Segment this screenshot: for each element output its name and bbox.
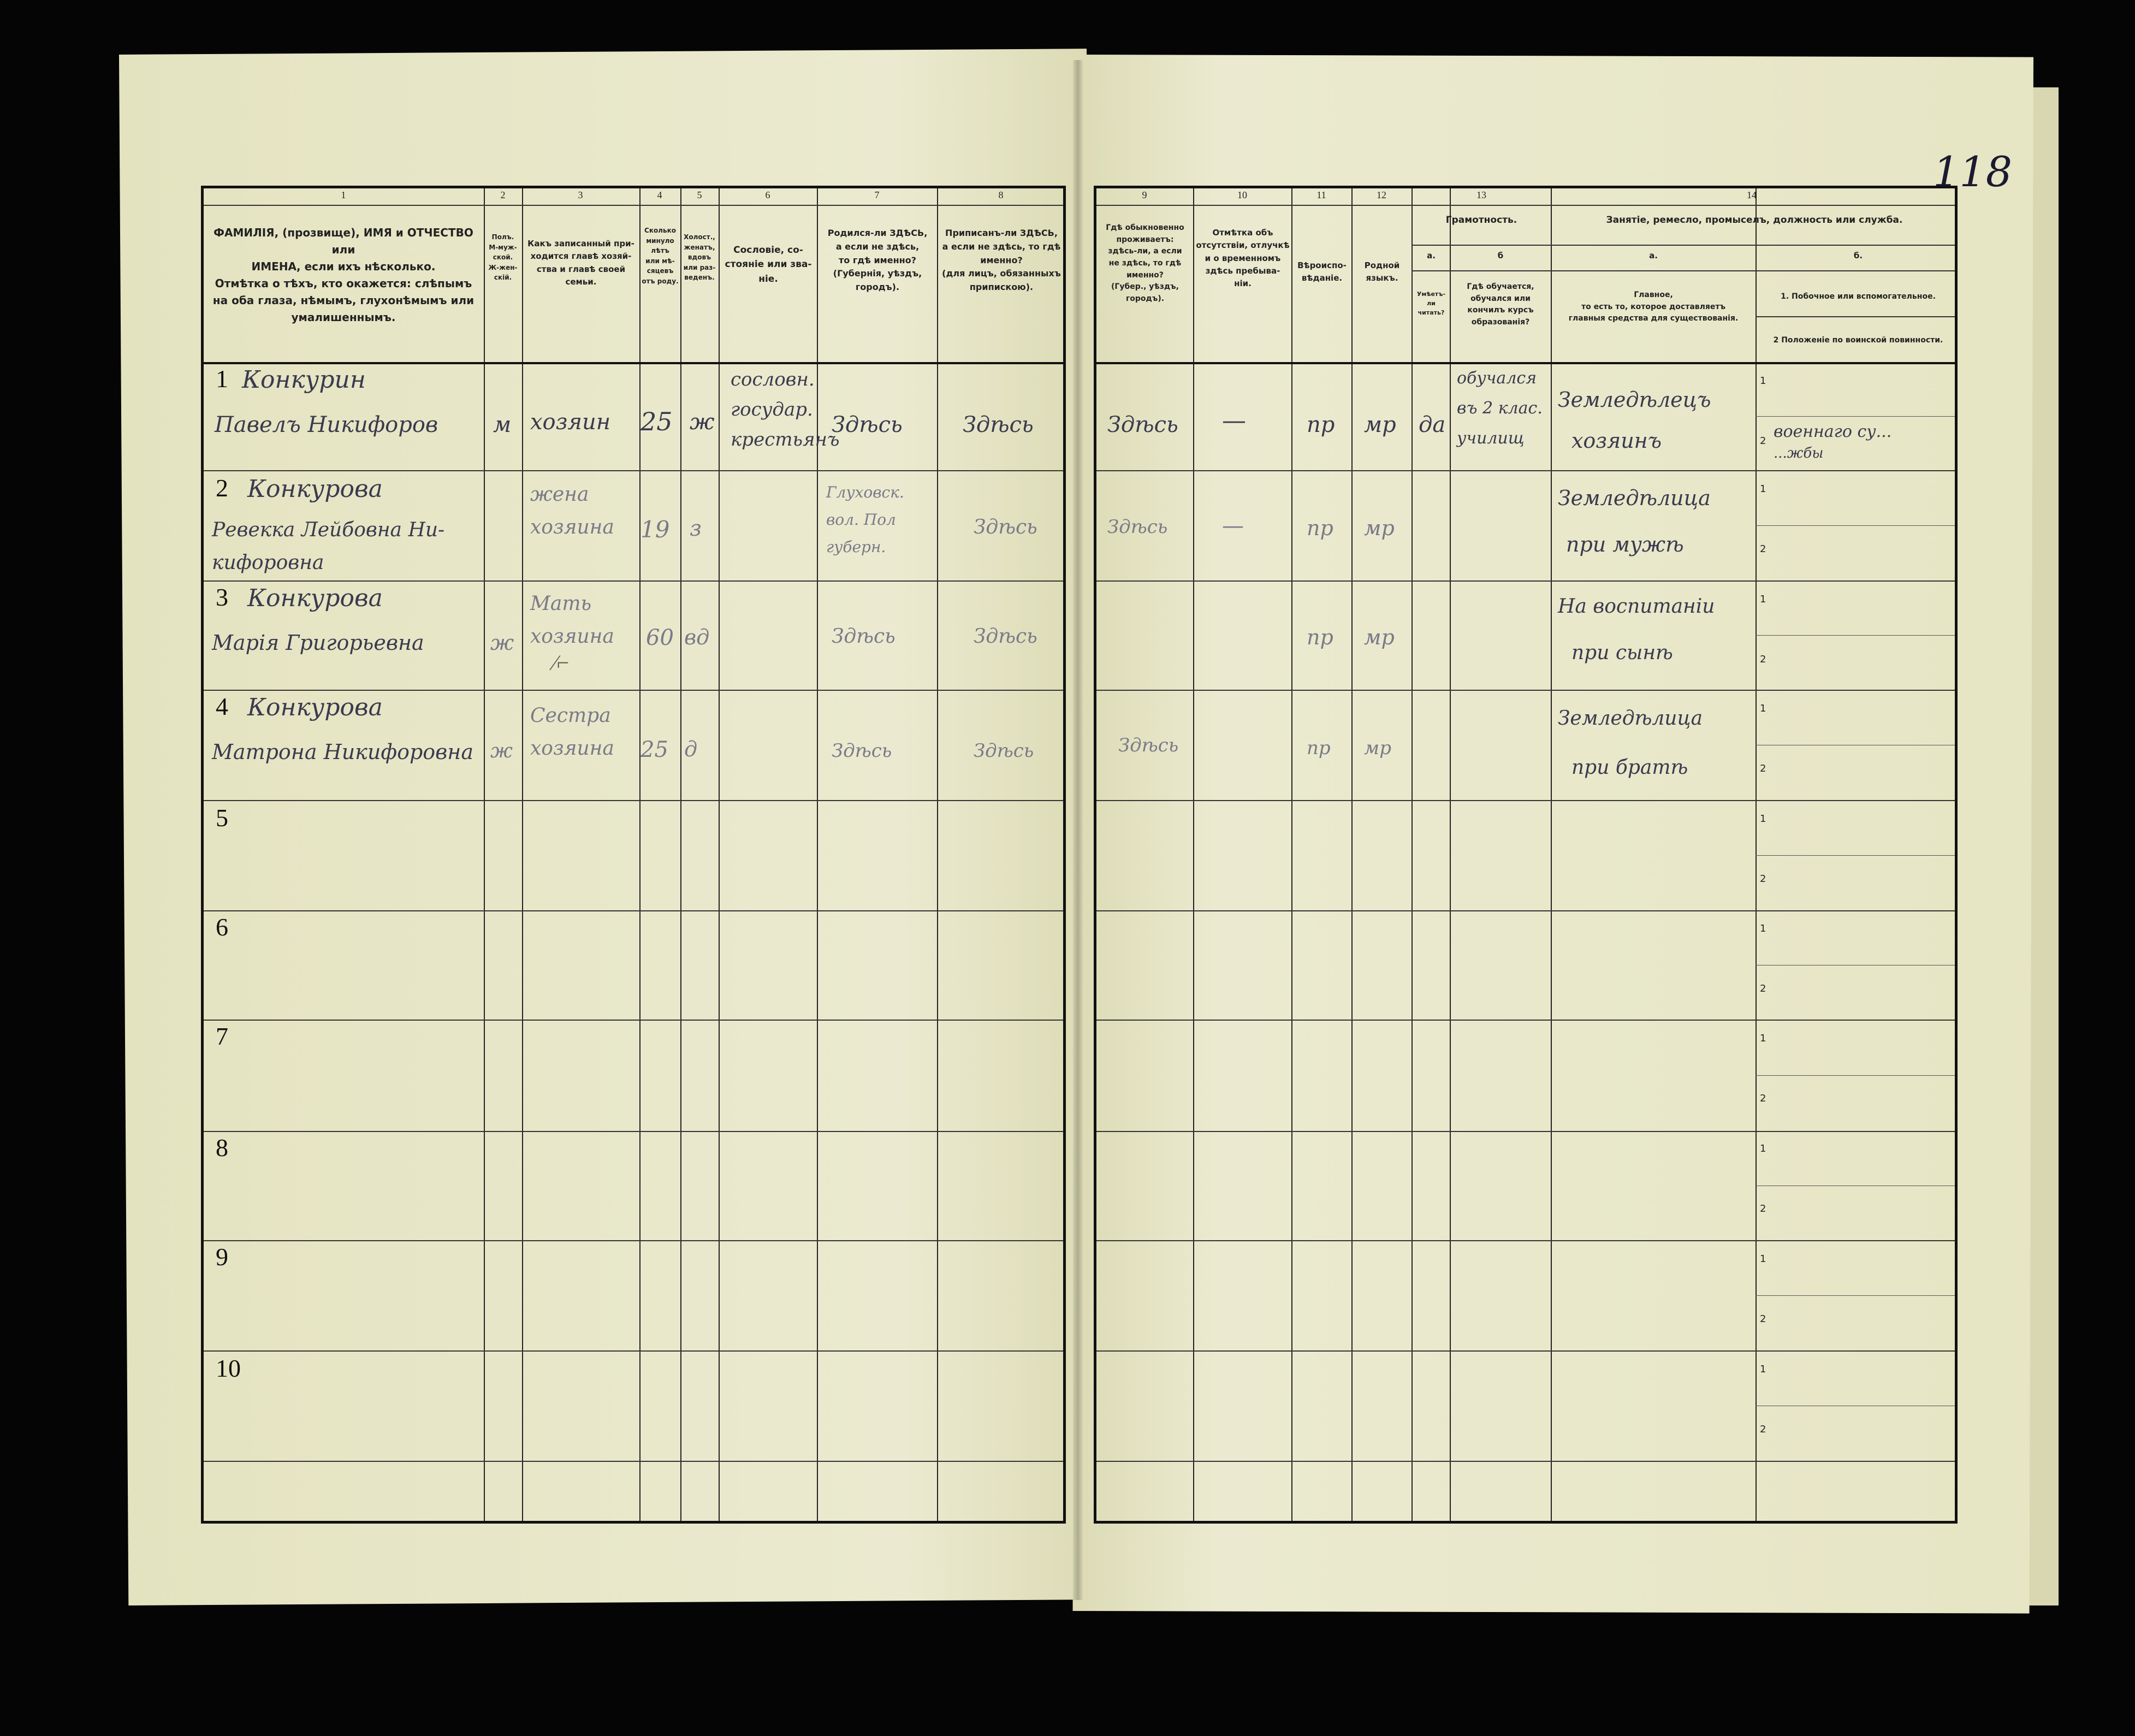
- entry-registered: Здѣсь: [974, 625, 1037, 648]
- entry-marital: вд: [684, 625, 710, 649]
- subrow-divider: [1756, 855, 1955, 856]
- col-divider: [817, 188, 818, 1521]
- sub-label: 2: [1760, 1424, 1766, 1435]
- entry-religion: пр: [1307, 737, 1331, 759]
- literacy-b-text: Гдѣ обучается, обучался или кончилъ курсъ образованія?: [1467, 282, 1534, 327]
- census-table-right: [1094, 186, 1958, 1524]
- sub-label: 2: [1760, 435, 1766, 447]
- literacy-b-label: б: [1497, 251, 1504, 260]
- entry-name: Конкурова: [247, 584, 383, 612]
- entry-birthplace: вол. Пол: [826, 511, 896, 529]
- sub-label: 1: [1760, 375, 1766, 387]
- col-divider: [1412, 188, 1413, 1521]
- entry-language: мр: [1364, 737, 1391, 759]
- entry-religion: пр: [1307, 412, 1335, 437]
- entry-name: кифоровна: [212, 552, 324, 574]
- entry-sex: ж: [490, 631, 514, 655]
- col-number: 11: [1316, 189, 1326, 200]
- header-relation: Какъ записанный при- ходится главѣ хозяй- ства и главѣ своей семьи.: [527, 239, 634, 287]
- col-number: 7: [874, 189, 880, 200]
- col-number: 2: [500, 189, 506, 200]
- col-number: 6: [765, 189, 770, 200]
- row-divider: [1096, 800, 1955, 801]
- col-divider: [1756, 188, 1757, 1521]
- entry-occupation: Земледѣлица: [1558, 707, 1703, 730]
- sub-label: 1: [1760, 1253, 1766, 1265]
- col-number: 1: [341, 189, 346, 200]
- row-divider: [1096, 1131, 1955, 1132]
- header-bottom: [204, 362, 1063, 364]
- row-divider: [1096, 1350, 1955, 1352]
- row-number: 1: [216, 365, 228, 393]
- occupation-a-label: а.: [1649, 251, 1658, 260]
- entry-absence: —: [1222, 513, 1244, 538]
- entry-residence: Здѣсь: [1107, 516, 1168, 538]
- entry-residence: Здѣсь: [1107, 412, 1178, 437]
- sub-label: 1: [1760, 1143, 1766, 1154]
- col-divider: [522, 188, 523, 1521]
- entry-sex: ж: [490, 740, 513, 762]
- header-sex: Полъ. М-муж- ской. Ж-жен- скій.: [488, 233, 518, 282]
- entry-language: мр: [1364, 412, 1396, 437]
- col-number: 4: [657, 189, 662, 200]
- entry-religion: пр: [1307, 625, 1333, 649]
- col-number: 12: [1377, 189, 1386, 200]
- row-divider: [204, 470, 1063, 471]
- col-number: 5: [697, 189, 702, 200]
- col-divider: [1193, 188, 1194, 1521]
- row-divider: [204, 1350, 1063, 1352]
- entry-birthplace: губерн.: [826, 538, 886, 556]
- subrow-divider: [1756, 635, 1955, 636]
- sub-label: 1: [1760, 1364, 1766, 1375]
- entry-education: училищ: [1457, 429, 1525, 448]
- col-divider: [1551, 188, 1552, 1521]
- row-divider: [204, 800, 1063, 801]
- subheader-divider: [1756, 316, 1955, 317]
- entry-relation: хозяина: [530, 737, 614, 760]
- row-number: 9: [216, 1243, 228, 1271]
- occupation-secondary: 1. Побочное или вспомогательное.: [1781, 292, 1936, 301]
- entry-birthplace: Здѣсь: [832, 740, 892, 762]
- col-number: 10: [1237, 189, 1247, 200]
- row-divider: [1096, 1461, 1955, 1462]
- row-number: 5: [216, 804, 228, 832]
- subheader-divider: [1412, 245, 1955, 246]
- row-divider: [204, 580, 1063, 582]
- entry-age: 25: [640, 737, 668, 762]
- entry-registered: Здѣсь: [974, 516, 1037, 538]
- entry-religion: пр: [1307, 516, 1333, 540]
- entry-relation: хозяина: [530, 625, 614, 648]
- sub-label: 2: [1760, 1093, 1766, 1104]
- entry-relation: хозяина: [530, 516, 614, 538]
- col-number: 8: [998, 189, 1004, 200]
- entry-marital: д: [684, 737, 698, 761]
- row-number: 2: [216, 474, 228, 502]
- row-number: 7: [216, 1022, 228, 1050]
- entry-name: Конкурин: [242, 366, 366, 394]
- sub-label: 2: [1760, 1313, 1766, 1325]
- header-occupation: Занятіе, ремесло, промыселъ, должность или служба.: [1606, 215, 1903, 226]
- page-number: 118: [1933, 147, 2013, 196]
- entry-occupation: при братѣ: [1571, 756, 1688, 779]
- header-age: Сколько минуло лѣтъ или мѣ- сяцевъ отъ роду.: [642, 227, 679, 285]
- occupation-b-label: б.: [1853, 251, 1863, 260]
- row-divider: [1096, 470, 1955, 471]
- row-divider: [1096, 690, 1955, 691]
- cross-mark: ⁄⌐: [553, 650, 570, 675]
- entry-occupation: На воспитаніи: [1558, 595, 1715, 618]
- col-divider: [1351, 188, 1353, 1521]
- header-residence: Гдѣ обыкновенно проживаетъ: здѣсь-ли, а если не здѣсь, то гдѣ именно? (Губер., уѣздъ, городъ).: [1106, 223, 1184, 304]
- entry-education: въ 2 клас.: [1457, 399, 1543, 418]
- col-number: 14: [1747, 189, 1757, 200]
- military-status: 2 Положеніе по воинской повинности.: [1773, 336, 1943, 345]
- entry-estate: государ.: [731, 399, 813, 420]
- entry-occupation: при мужѣ: [1566, 532, 1684, 556]
- entry-name: Ревекка Лейбовна Ни-: [212, 519, 445, 541]
- header-religion: Вѣроиспо- вѣданіе.: [1297, 260, 1347, 283]
- subrow-divider: [1756, 525, 1955, 526]
- number-row-divider: [1096, 205, 1955, 206]
- row-divider: [1096, 910, 1955, 911]
- entry-estate: сословн.: [731, 369, 815, 390]
- entry-occupation: Земледѣлица: [1558, 486, 1711, 510]
- row-divider: [204, 1131, 1063, 1132]
- entry-name: Конкурова: [247, 694, 383, 721]
- row-number: 10: [216, 1354, 241, 1382]
- col-divider: [1450, 188, 1451, 1521]
- sub-label: 2: [1760, 1203, 1766, 1214]
- entry-birthplace: Здѣсь: [832, 412, 903, 437]
- entry-literate: да: [1419, 412, 1446, 437]
- col-number: 13: [1476, 189, 1486, 200]
- entry-marital: з: [690, 516, 702, 541]
- entry-language: мр: [1364, 516, 1395, 540]
- entry-military: ...жбы: [1774, 445, 1824, 461]
- row-divider: [204, 690, 1063, 691]
- sub-label: 2: [1760, 763, 1766, 774]
- col-divider: [719, 188, 720, 1521]
- col-number: 3: [578, 189, 583, 200]
- sub-label: 1: [1760, 703, 1766, 714]
- entry-name: Конкурова: [247, 475, 383, 503]
- sub-label: 2: [1760, 873, 1766, 885]
- entry-sex: м: [493, 412, 512, 437]
- sub-label: 2: [1760, 654, 1766, 665]
- row-divider: [204, 1461, 1063, 1462]
- sub-label: 1: [1760, 594, 1766, 605]
- census-table-left: [201, 186, 1066, 1524]
- col-divider: [937, 188, 938, 1521]
- entry-education: обучался: [1457, 369, 1537, 388]
- header-estate: Сословіе, со- стояніе или зва- ніе.: [725, 245, 812, 285]
- entry-occupation: при сынѣ: [1571, 642, 1673, 664]
- sub-label: 2: [1760, 983, 1766, 994]
- literacy-a-text: Умѣетъ- ли читать?: [1416, 291, 1446, 317]
- page-fold: [1073, 60, 1083, 1600]
- entry-occupation: хозяинъ: [1571, 429, 1662, 453]
- sub-label: 2: [1760, 543, 1766, 555]
- row-divider: [1096, 580, 1955, 582]
- subheader-divider: [1412, 270, 1955, 271]
- row-divider: [1096, 1240, 1955, 1241]
- col-divider: [680, 188, 681, 1521]
- entry-residence: Здѣсь: [1118, 734, 1179, 756]
- entry-relation: Мать: [530, 593, 592, 615]
- sub-label: 1: [1760, 1033, 1766, 1044]
- sub-label: 1: [1760, 813, 1766, 825]
- entry-age: 25: [640, 407, 673, 436]
- entry-name: Матрона Никифоровна: [212, 740, 473, 764]
- subrow-divider: [1756, 1295, 1955, 1296]
- header-absence: Отмѣтка объ отсутствіи, отлучкѣ и о временномъ здѣсь пребыва- ніи.: [1196, 228, 1290, 288]
- col-divider: [1291, 188, 1292, 1521]
- subrow-divider: [1756, 416, 1955, 417]
- subrow-divider: [1756, 1075, 1955, 1076]
- entry-registered: Здѣсь: [963, 412, 1034, 437]
- entry-relation: жена: [530, 483, 589, 506]
- header-registered: Приписанъ-ли ЗДѢСЬ, а если не здѣсь, то гдѣ именно? (для лицъ, обязанныхъ припискою).: [942, 228, 1061, 293]
- header-marital: Холост., женатъ, вдовъ или раз- веденъ.: [683, 233, 716, 282]
- sub-label: 1: [1760, 923, 1766, 934]
- entry-registered: Здѣсь: [974, 740, 1034, 762]
- entry-military: военнаго су...: [1774, 422, 1892, 441]
- entry-birthplace: Здѣсь: [832, 625, 895, 648]
- header-language: Родной языкъ.: [1364, 260, 1400, 283]
- row-number: 8: [216, 1134, 228, 1162]
- entry-name: Павелъ Никифоров: [215, 412, 438, 437]
- entry-relation: Сестра: [530, 704, 611, 727]
- entry-age: 19: [640, 516, 670, 543]
- occupation-main: Главное, то есть то, которое доставляетъ главныя средства для существованія.: [1568, 291, 1739, 323]
- entry-marital: ж: [690, 410, 715, 435]
- col-number: 9: [1142, 189, 1147, 200]
- sub-label: 1: [1760, 483, 1766, 495]
- entry-estate: крестьянъ: [731, 429, 840, 451]
- entry-language: мр: [1364, 625, 1395, 649]
- row-number: 6: [216, 913, 228, 941]
- number-row-divider: [204, 205, 1063, 206]
- entry-age: 60: [646, 625, 674, 650]
- entry-birthplace: Глуховск.: [826, 483, 904, 501]
- header-bottom: [1096, 362, 1955, 364]
- header-literacy: Грамотность.: [1445, 215, 1517, 226]
- literacy-a-label: а.: [1427, 251, 1436, 260]
- col-divider: [639, 188, 640, 1521]
- row-number: 4: [216, 692, 228, 720]
- entry-relation: хозяин: [530, 410, 611, 435]
- row-divider: [204, 1240, 1063, 1241]
- row-divider: [204, 910, 1063, 911]
- row-divider: [204, 1020, 1063, 1021]
- entry-name: Марія Григорьевна: [212, 631, 424, 655]
- entry-occupation: Земледѣлецъ: [1558, 388, 1711, 412]
- header-birthplace: Родился-ли ЗДѢСЬ, а если не здѣсь, то гдѣ именно? (Губернія, уѣздъ, городъ).: [827, 228, 928, 293]
- header-name: ФАМИЛІЯ, (прозвище), ИМЯ и ОТЧЕСТВО или ИМЕНА, если ихъ нѣсколько. Отмѣтка о тѣхъ, кто окажется: слѣпымъ на оба глаза, нѣмымъ, глухонѣмымъ или умалишеннымъ.: [212, 226, 475, 324]
- row-number: 3: [216, 583, 228, 611]
- entry-absence: —: [1222, 407, 1246, 435]
- row-divider: [1096, 1020, 1955, 1021]
- col-divider: [484, 188, 485, 1521]
